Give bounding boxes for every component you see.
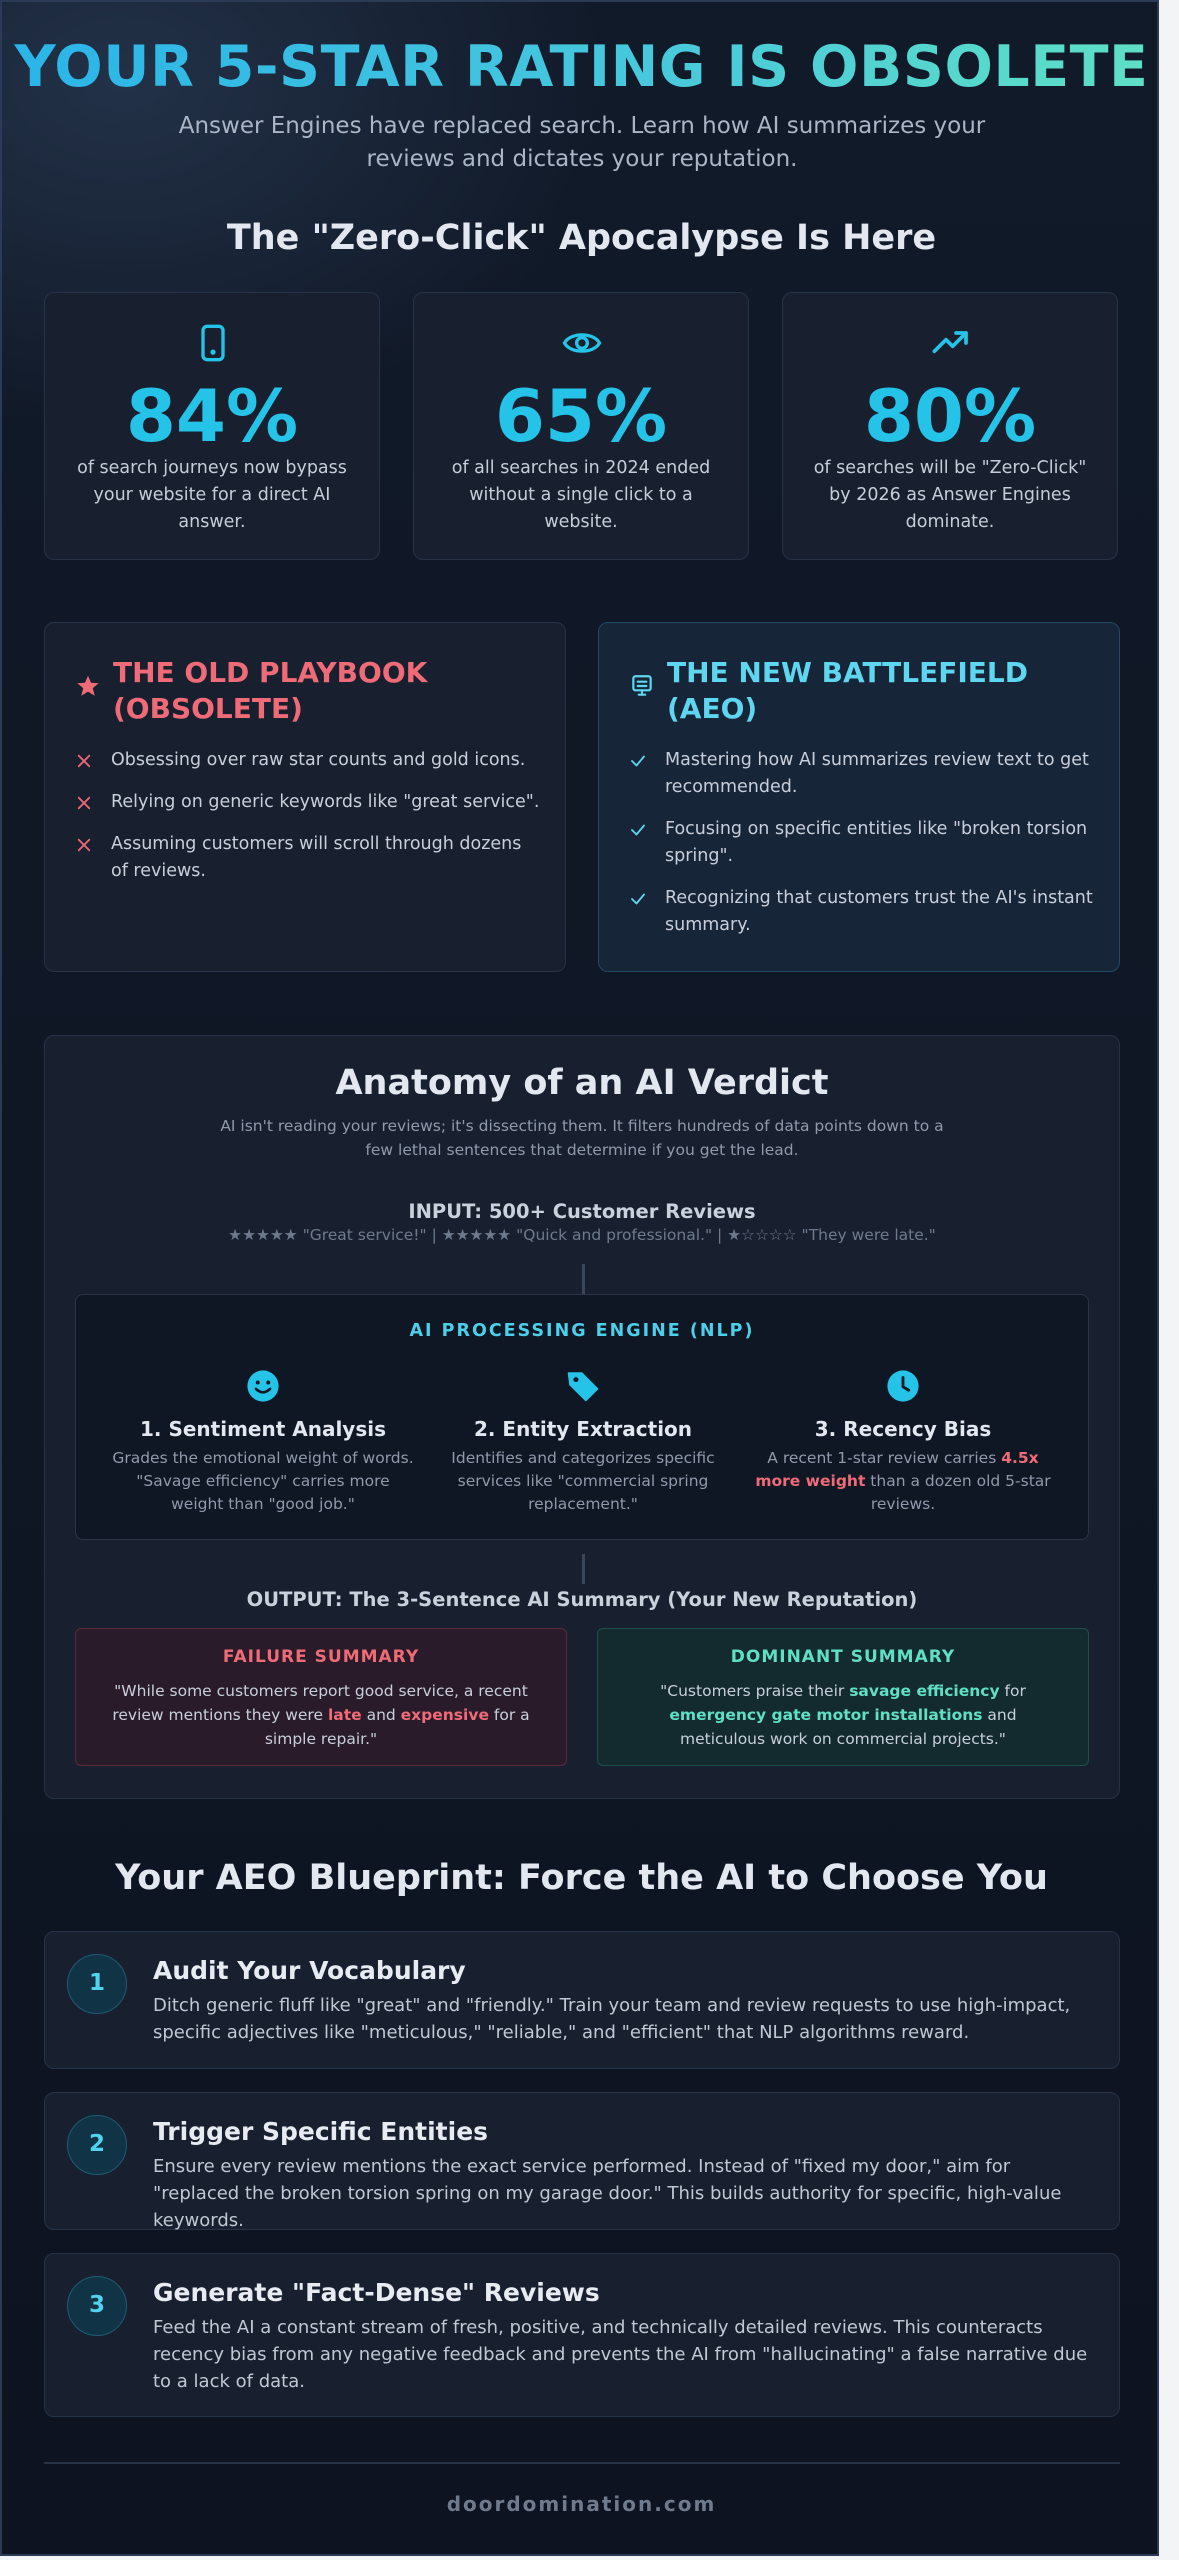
- step-description: A recent 1-star review carries 4.5x more weight than a dozen old 5-star reviews.: [755, 1449, 1051, 1513]
- smile-icon: [246, 1369, 280, 1403]
- x-icon: [75, 836, 93, 854]
- stat-value: 80%: [863, 374, 1037, 458]
- input-label: INPUT: 500+ Customer Reviews: [408, 1200, 756, 1223]
- stat-description: of searches will be "Zero-Click" by 2026 as Answer Engines dominate.: [813, 458, 1087, 532]
- list-item: [629, 816, 1097, 870]
- x-icon: [75, 794, 93, 812]
- step-title: Trigger Specific Entities: [153, 2117, 489, 2146]
- old-playbook-card: [44, 622, 566, 972]
- new-battlefield-title: THE NEW BATTLEFIELD (AEO): [667, 656, 1029, 725]
- list-item: [629, 885, 1097, 939]
- list-item: [629, 747, 1097, 801]
- footer-divider: [44, 2462, 1120, 2464]
- blueprint-step: [44, 1931, 1120, 2069]
- eye-icon: [562, 323, 602, 363]
- step-description: Grades the emotional weight of words. "Savage efficiency" carries more weight than "good job.": [112, 1449, 414, 1513]
- list-item-text: Obsessing over raw star counts and gold icons.: [111, 750, 526, 770]
- ai-verdict-description: AI isn't reading your reviews; it's dissecting them. It filters hundreds of data points down to a few lethal sentences that determine if you get the lead.: [220, 1117, 944, 1159]
- list-item-text: Relying on generic keywords like "great service".: [111, 792, 540, 812]
- step-title: Generate "Fact-Dense" Reviews: [153, 2278, 600, 2307]
- step-number: 1: [67, 1954, 127, 2014]
- dominant-summary-title: DOMINANT SUMMARY: [730, 1647, 956, 1667]
- new-battlefield-list: [629, 747, 1097, 954]
- step-number: 2: [67, 2115, 127, 2175]
- highlight-text: 4.5x more weight: [755, 1449, 1039, 1490]
- x-icon: [75, 752, 93, 770]
- stat-card: [782, 292, 1118, 560]
- footer-site: doordomination.com: [446, 2492, 717, 2516]
- flow-connector: [582, 1264, 585, 1294]
- zero-click-title: The "Zero-Click" Apocalypse Is Here: [226, 218, 937, 258]
- dominant-summary-box: [597, 1628, 1089, 1766]
- list-item-text: Focusing on specific entities like "broken torsion spring".: [665, 819, 1088, 866]
- check-icon: [629, 890, 647, 908]
- step-name: 1. Sentiment Analysis: [139, 1417, 387, 1441]
- ai-verdict-title: Anatomy of an AI Verdict: [335, 1063, 829, 1103]
- old-playbook-list: [75, 747, 543, 900]
- list-item: [75, 747, 543, 774]
- flow-connector: [582, 1554, 585, 1584]
- list-item: [75, 831, 543, 885]
- step-description: Ensure every review mentions the exact service performed. Instead of "fixed my door," aim for "replaced the broken torsion spring on my garage door." This builds authority for specific, high-value keywords.: [153, 2156, 1062, 2231]
- stat-card: [44, 292, 380, 560]
- blueprint-step: [44, 2253, 1120, 2417]
- clock-icon: [886, 1369, 920, 1403]
- new-battlefield-card: [598, 622, 1120, 972]
- old-playbook-title: THE OLD PLAYBOOK (OBSOLETE): [113, 656, 428, 725]
- stat-card: [413, 292, 749, 560]
- dominant-summary-text: "Customers praise their savage efficiency for emergency gate motor installations and meticulous work on commercial projects.": [660, 1682, 1026, 1748]
- step-description: Feed the AI a constant stream of fresh, positive, and technically detailed reviews. This counteracts recency bias from any negative feedback and prevents the AI from "hallucinating" a false narrative due to a lack of data.: [153, 2317, 1088, 2392]
- failure-summary-box: [75, 1628, 567, 1766]
- blueprint-step: [44, 2092, 1120, 2230]
- ai-processing-engine: [75, 1294, 1089, 1540]
- step-number: 3: [67, 2276, 127, 2336]
- blueprint-title: Your AEO Blueprint: Force the AI to Choose You: [115, 1858, 1048, 1898]
- failure-summary-text: "While some customers report good service, a recent review mentions they were late and expensive for a simple repair.": [112, 1682, 530, 1748]
- engine-step: [738, 1369, 1068, 1516]
- list-item-text: Recognizing that customers trust the AI's instant summary.: [665, 888, 1093, 935]
- check-icon: [629, 821, 647, 839]
- stat-description: of all searches in 2024 ended without a single click to a website.: [451, 458, 711, 532]
- ai-verdict-panel: [44, 1035, 1120, 1799]
- trending-up-icon: [931, 323, 971, 363]
- step-name: 2. Entity Extraction: [473, 1417, 693, 1441]
- star-icon: [75, 673, 101, 699]
- stat-value: 65%: [494, 374, 668, 458]
- failure-summary-title: FAILURE SUMMARY: [222, 1647, 420, 1667]
- step-title: Audit Your Vocabulary: [153, 1956, 466, 1985]
- page-title: YOUR 5-STAR RATING IS OBSOLETE: [2, 34, 1159, 100]
- engine-step: [98, 1369, 428, 1516]
- step-description: Ditch generic fluff like "great" and "friendly." Train your team and review requests to use high-impact, specific adjectives like "meticulous," "reliable," and "efficient" that NLP algorithms reward.: [153, 1995, 1071, 2043]
- list-item: [75, 789, 543, 816]
- tag-icon: [566, 1369, 600, 1403]
- stat-description: of search journeys now bypass your website for a direct AI answer.: [77, 458, 347, 532]
- list-item-text: Assuming customers will scroll through dozens of reviews.: [111, 834, 522, 881]
- step-name: 3. Recency Bias: [814, 1417, 992, 1441]
- check-icon: [629, 752, 647, 770]
- robot-icon: [629, 673, 655, 699]
- output-label: OUTPUT: The 3-Sentence AI Summary (Your New Reputation): [246, 1588, 918, 1611]
- step-description: Identifies and categorizes specific services like "commercial spring replacement.": [451, 1449, 715, 1513]
- engine-step: [418, 1369, 748, 1516]
- list-item-text: Mastering how AI summarizes review text to get recommended.: [665, 750, 1089, 797]
- smartphone-icon: [193, 323, 233, 363]
- engine-title: AI PROCESSING ENGINE (NLP): [409, 1321, 755, 1341]
- input-sample-reviews: ★★★★★ "Great service!" | ★★★★★ "Quick and professional." | ★☆☆☆☆ "They were late.": [228, 1226, 936, 1244]
- page-subtitle: Answer Engines have replaced search. Learn how AI summarizes your reviews and dictates your reputation.: [178, 113, 986, 172]
- stat-value: 84%: [125, 374, 299, 458]
